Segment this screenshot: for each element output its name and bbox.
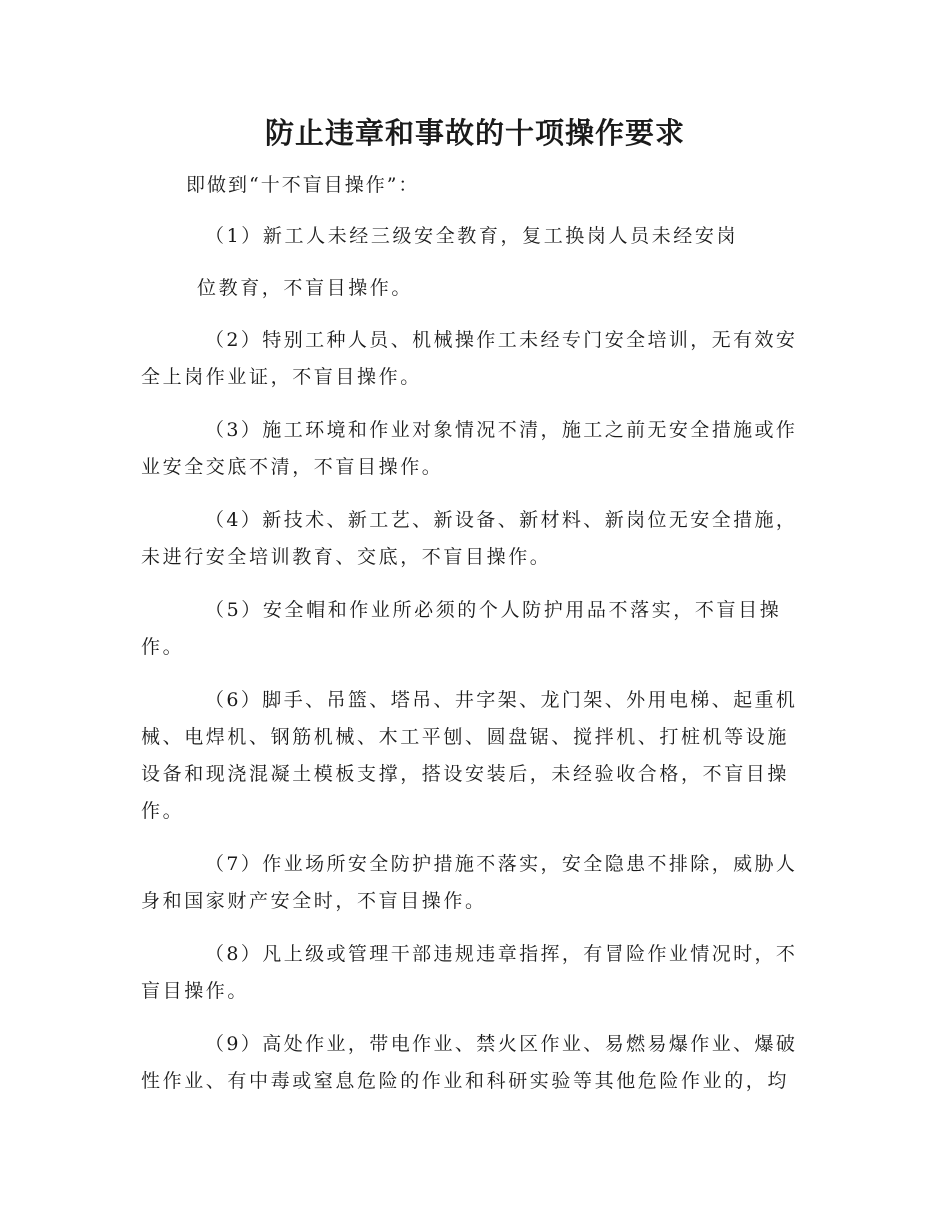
item-7-line-2: 身和国家财产安全时，不盲目操作。	[141, 890, 487, 912]
item-2-line-1: （2）特别工种人员、机械操作工未经专门安全培训，无有效安	[205, 329, 798, 351]
item-6-line-3: 设备和现浇混凝土模板支撑，搭设安装后，未经验收合格，不盲目操	[141, 763, 790, 785]
item-5-line-1: （5）安全帽和作业所必须的个人防护用品不落实，不盲目操	[205, 599, 782, 621]
item-8-line-2: 盲目操作。	[141, 980, 250, 1002]
item-3-line-2: 业安全交底不清，不盲目操作。	[141, 456, 444, 478]
document-title: 防止违章和事故的十项操作要求	[264, 116, 685, 150]
item-6-line-4: 作。	[141, 800, 185, 822]
item-9-line-2: 性作业、有中毒或窒息危险的作业和科研实验等其他危险作业的，均	[141, 1070, 790, 1092]
item-2-line-2: 全上岗作业证，不盲目操作。	[141, 366, 422, 388]
item-8-line-1: （8）凡上级或管理干部违规违章指挥，有冒险作业情况时，不	[205, 943, 798, 965]
item-4-line-1: （4）新技术、新工艺、新设备、新材料、新岗位无安全措施，	[205, 509, 798, 531]
item-1-line-2: 位教育，不盲目操作。	[197, 277, 414, 299]
item-5-line-2: 作。	[141, 636, 185, 658]
item-6-line-1: （6）脚手、吊篮、塔吊、井字架、龙门架、外用电梯、起重机	[205, 689, 798, 711]
item-7-line-1: （7）作业场所安全防护措施不落实，安全隐患不排除，威胁人	[205, 853, 798, 875]
item-6-line-2: 械、电焊机、钢筋机械、木工平刨、圆盘锯、搅拌机、打桩机等设施	[141, 726, 790, 748]
item-3-line-1: （3）施工环境和作业对象情况不清，施工之前无安全措施或作	[205, 419, 798, 441]
item-9-line-1: （9）高处作业，带电作业、禁火区作业、易燃易爆作业、爆破	[205, 1033, 798, 1055]
intro-text: 即做到“十不盲目操作”：	[186, 174, 420, 196]
item-1-line-1: （1）新工人未经三级安全教育，复工换岗人员未经安岗	[205, 225, 739, 247]
item-4-line-2: 未进行安全培训教育、交底，不盲目操作。	[141, 546, 552, 568]
